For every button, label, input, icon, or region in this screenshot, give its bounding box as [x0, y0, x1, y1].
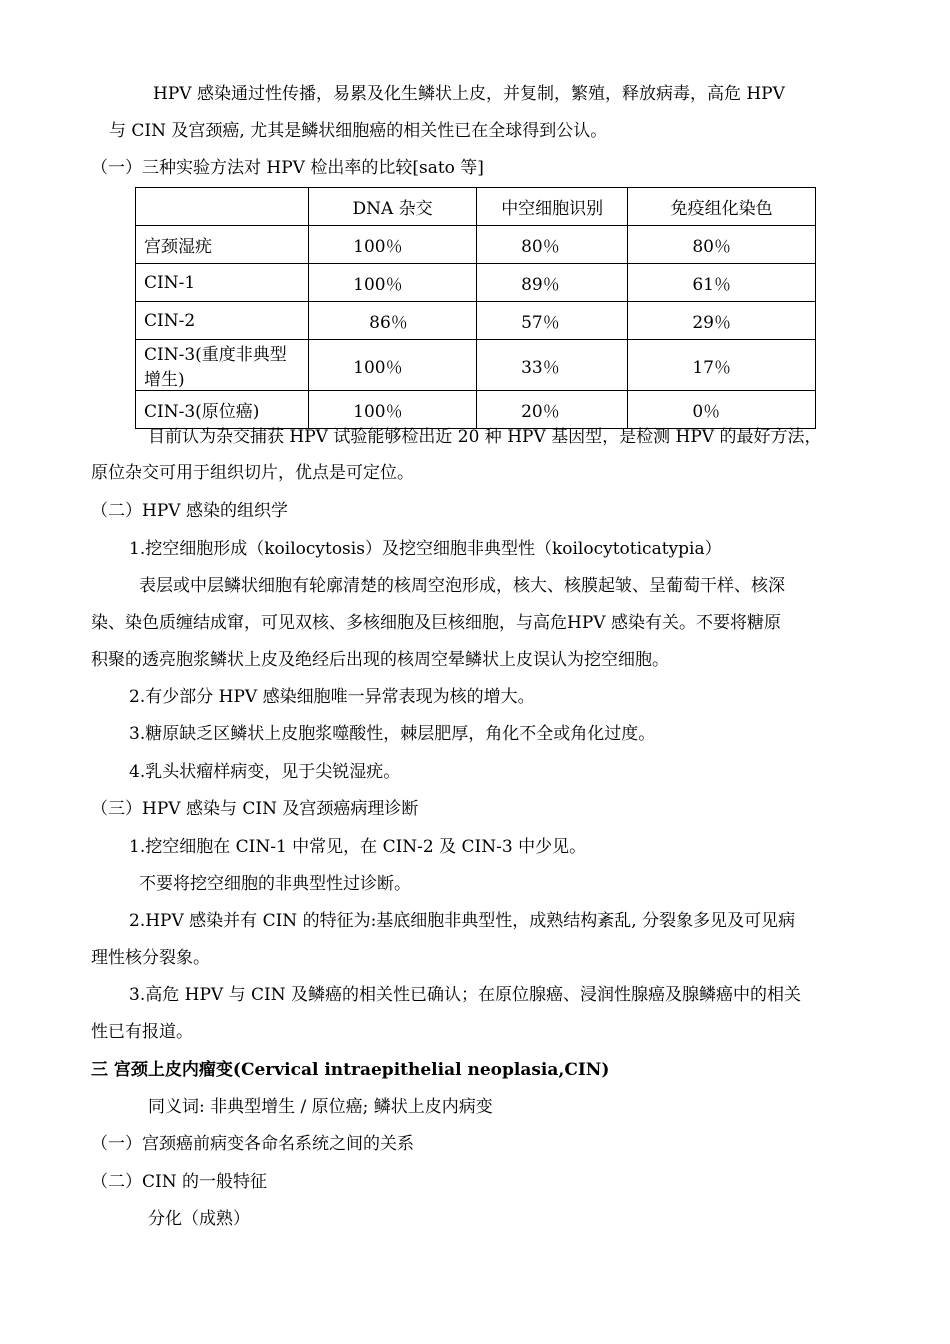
table-cell: 80％ [628, 226, 816, 264]
list-item: 1.挖空细胞形成（koilocytosis）及挖空细胞非典型性（koilocytoticatypia） [129, 539, 722, 559]
paragraph-line: 性已有报道。 [91, 1022, 193, 1042]
table-cell: CIN-3(重度非典型增生) [136, 340, 309, 391]
table-cell: 宫颈湿疣 [136, 226, 309, 264]
paragraph-line: 不要将挖空细胞的非典型性过诊断。 [139, 874, 411, 894]
section-heading: （一）三种实验方法对 HPV 检出率的比较[sato 等] [91, 158, 484, 178]
table-header-cell [136, 188, 309, 226]
table-row [136, 302, 816, 340]
table-cell: CIN-2 [136, 302, 309, 340]
table-cell: 100％ [309, 391, 477, 429]
table-header-row [136, 188, 816, 226]
paragraph-line: 原位杂交可用于组织切片，优点是可定位。 [91, 463, 414, 483]
paragraph-line: 理性核分裂象。 [91, 948, 210, 968]
table-cell: CIN-1 [136, 264, 309, 302]
list-item: 2.有少部分 HPV 感染细胞唯一异常表现为核的增大。 [129, 687, 535, 707]
synonyms-line: 同义词: 非典型增生 / 原位癌; 鳞状上皮内病变 [148, 1097, 493, 1117]
table-row [136, 226, 816, 264]
table-cell: 17％ [628, 340, 816, 391]
paragraph-line: 与 CIN 及宫颈癌, 尤其是鳞状细胞癌的相关性已在全球得到公认。 [109, 121, 608, 141]
table-row [136, 391, 816, 429]
table-cell: 57％ [477, 302, 628, 340]
paragraph-line: 染、染色质缠结成窜，可见双核、多核细胞及巨核细胞，与高危HPV 感染有关。不要将糖原 [91, 613, 781, 633]
table-cell: 33％ [477, 340, 628, 391]
table-cell: 80％ [477, 226, 628, 264]
table-cell: 100％ [309, 226, 477, 264]
paragraph-line: 积聚的透亮胞浆鳞状上皮及绝经后出现的核周空晕鳞状上皮误认为挖空细胞。 [91, 650, 669, 670]
list-item: 4.乳头状瘤样病变，见于尖锐湿疣。 [129, 762, 401, 782]
table-cell: 89％ [477, 264, 628, 302]
table-cell: 20％ [477, 391, 628, 429]
table-header-cell: DNA 杂交 [309, 188, 477, 226]
table-cell: 29％ [628, 302, 816, 340]
list-item: 2.HPV 感染并有 CIN 的特征为:基底细胞非典型性，成熟结构紊乱, 分裂象多见及可见病 [129, 911, 796, 931]
paragraph-line: 目前认为杂交捕获 HPV 试验能够检出近 20 种 HPV 基因型，是检测 HPV 的最好方法， [148, 427, 822, 447]
table-row [136, 340, 816, 391]
section-title: 三 宫颈上皮内瘤变(Cervical intraepithelial neoplasia,CIN) [91, 1060, 610, 1080]
table-cell: CIN-3(原位癌) [136, 391, 309, 429]
table-cell: 86％ [309, 302, 477, 340]
table-cell: 61％ [628, 264, 816, 302]
hpv-detection-table [135, 187, 816, 429]
section-heading: （三）HPV 感染与 CIN 及宫颈癌病理诊断 [91, 799, 419, 819]
table-cell: 0％ [628, 391, 816, 429]
paragraph-line: 表层或中层鳞状细胞有轮廓清楚的核周空泡形成，核大、核膜起皱、呈葡萄干样、核深 [139, 576, 785, 596]
paragraph-line: HPV 感染通过性传播，易累及化生鳞状上皮，并复制，繁殖，释放病毒，高危 HPV [153, 84, 785, 104]
section-heading: （二）HPV 感染的组织学 [91, 501, 288, 521]
table-header-cell: 免疫组化染色 [628, 188, 816, 226]
subheading: 分化（成熟） [148, 1209, 250, 1229]
table-cell: 100％ [309, 340, 477, 391]
list-item: 3.糖原缺乏区鳞状上皮胞浆噬酸性，棘层肥厚，角化不全或角化过度。 [129, 724, 656, 744]
table-row [136, 264, 816, 302]
table-header-cell: 中空细胞识别 [477, 188, 628, 226]
table-cell: 100％ [309, 264, 477, 302]
section-heading: （二）CIN 的一般特征 [91, 1172, 268, 1192]
list-item: 3.高危 HPV 与 CIN 及鳞癌的相关性已确认；在原位腺癌、浸润性腺癌及腺鳞癌中的相关 [129, 985, 801, 1005]
list-item: 1.挖空细胞在 CIN-1 中常见，在 CIN-2 及 CIN-3 中少见。 [129, 837, 587, 857]
section-heading: （一）宫颈癌前病变各命名系统之间的关系 [91, 1134, 414, 1154]
